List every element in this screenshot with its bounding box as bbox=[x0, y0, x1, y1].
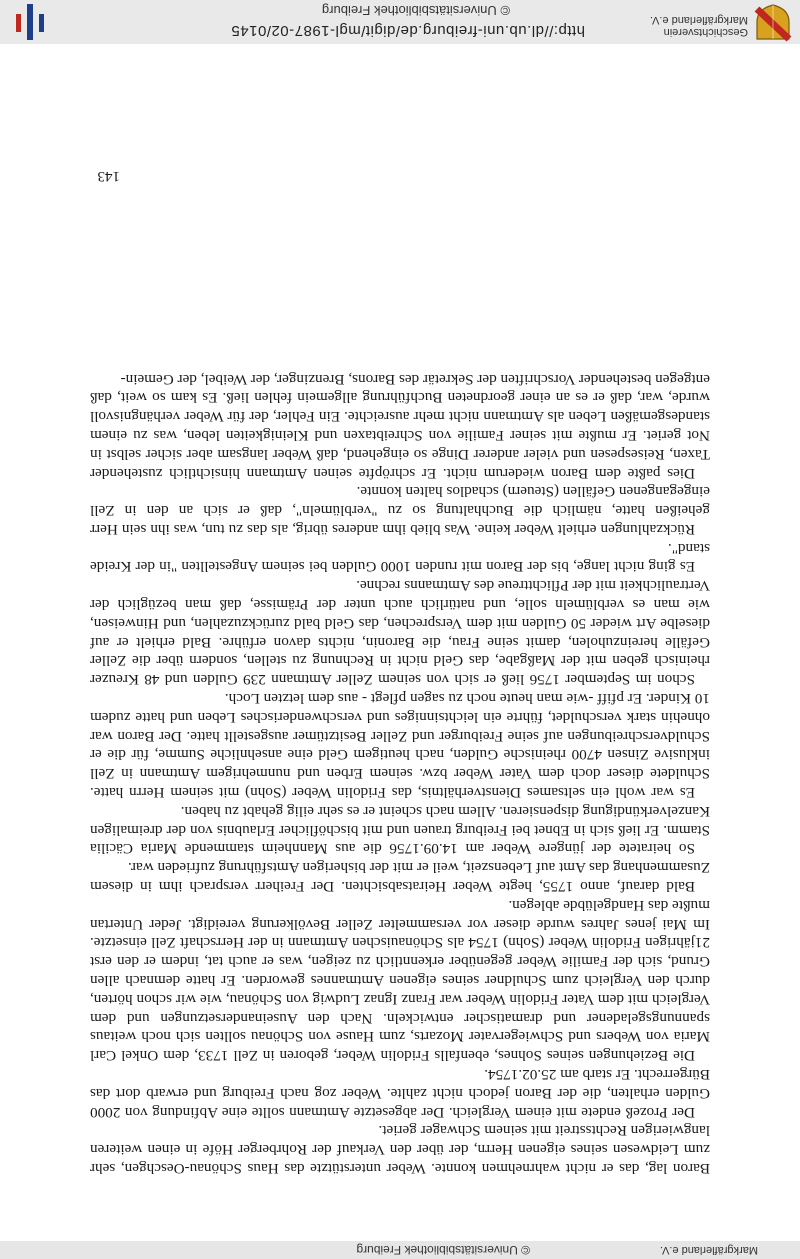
footer-band bbox=[0, 1241, 800, 1259]
library-logo-icon bbox=[12, 4, 48, 40]
paragraph: Rückzahlungen erhielt Weber keine. Was blieb ihm anderes übrig, als das zu tun, was ihn sein Herr geheißen hatte, nämlich die Buchhaltung so zu "verblümeln", daß er sich an den in Zell eingegangenen Gefällen (Steuern) schadlos halten konnte. bbox=[90, 483, 710, 538]
footer-society: Markgräflerland e.V. bbox=[659, 1244, 758, 1256]
page-number: 143 bbox=[97, 168, 120, 184]
paragraph: Dies paßte dem Baron wiederum nicht. Er schröpfte seinen Amtmann hinsichtlich zustehender Taxen, Reisespesen und vieler anderer Dinge so eingehend, daß Weber langsam aber sicher selbst in Not geriet. Er mußte mit seiner Familie von Schreibtaxen und Kleinigkeiten leben, was zu einem standesgemäßen Leben als Amtmann nicht mehr ausreichte. Ein Fehler, der für Weber verhängnisvoll wurde, war, daß er es an einer geordneten Buchführung allgemein fehlen ließ. Es kam so weit, daß entgegen bestehender Vorschriften der Sekretär des Barons, Brenzinger, der Weibel, der Gemein- bbox=[90, 370, 710, 482]
paragraph: So heiratete der jüngere Weber am 14.09.1756 die aus Mannheim stammende Maria Cäcilia Stamm. Er ließ sich in Ebnet bei Freiburg trauen und mit bischöflicher Erlaubnis von der dreimaligen Kanzelverkündigung dispensieren. Allem nach scheint er es sehr eilig gehabt zu haben. bbox=[90, 802, 710, 858]
society-line-1: Geschichtsverein bbox=[663, 26, 748, 38]
footer-copyright: © Universitätsbibliothek Freiburg bbox=[356, 1243, 530, 1257]
paragraph: Schon im September 1756 ließ er sich von seinem Zeller Amtmann 239 Gulden und 48 Kreuzer rheinisch geben mit der Maßgabe, das Geld nicht in Rechnung zu stellen, sondern über die Zeller Gefälle hereinzuholen, damit seine Frau, die Baronin, nichts davon erführe. Bald erhielt er auf dieselbe Art wieder 50 Gulden mit dem Versprechen, das Geld bald zurückzuzahlen, und Hinweisen, wie man es verblümeln solle, und natürlich auch unter der Prämisse, daß man bezüglich der Vertraulichkeit mit der Pflichttreue des Amtmanns rechne. bbox=[90, 577, 710, 689]
header-band bbox=[0, 0, 800, 44]
paragraph: Es war wohl ein seltsames Dienstverhältnis, das Fridolin Weber (Sohn) mit seinem Herrn hatte. Schuldete dieser doch dem Vater Weber bzw. seinem Erben und nunmehrigem Amtmann in Zell inklusive Zinsen 4700 rheinische Gulden, nach heutigem Geld eine ansehnliche Summe, für die er Schuldverschreibungen auf seine Freiburger und Zeller Besitztümer ausgestellt hatte. Der Baron war ohnehin stark verschuldet, führte ein leichtsinniges und verschwenderisches Leben und hatte zudem 10 Kinder. Er pfiff -wie man heute noch zu sagen pflegt - aus dem letzten Loch. bbox=[90, 690, 710, 802]
paragraph: Bald darauf, anno 1755, hegte Weber Heiratsabsichten. Der Freiherr versprach ihm in diesem Zusammenhang das Amt auf Lebenszeit, weil er mit der bisherigen Amtsführung zufrieden war. bbox=[90, 859, 710, 896]
paragraph: Baron lag, das er nicht wahrnehmen konnte. Weber unterstützte das Haus Schönau-Oeschgen, sehr zum Leidwesen seines eigenen Herrn, der über den Verkauf der Rohrberger Höfe in einen weiteren langwierigen Rechtsstreit mit seinem Schwager geriet. bbox=[90, 1122, 710, 1177]
source-url[interactable]: http://dl.ub.uni-freiburg.de/digit/mgl-1987-02/0145 bbox=[230, 22, 585, 39]
page-body bbox=[90, 369, 710, 1177]
society-line-2: Markgräflerland e.V. bbox=[649, 14, 748, 26]
paragraph: Es ging nicht lange, bis der Baron mit runden 1000 Gulden bei seinem Angestellten "in der Kreide stand". bbox=[90, 539, 710, 576]
copyright-notice: © Universitätsbibliothek Freiburg bbox=[321, 3, 510, 18]
coat-of-arms-icon bbox=[754, 4, 792, 42]
society-name bbox=[650, 14, 748, 38]
paragraph: Die Beziehungen seines Sohnes, ebenfalls Fridolin Weber, geboren in Zell 1733, dem Onkel Carl Maria von Webers und Schwiegervater Mozarts, zum Hause von Schönau sollten sich noch weitaus spannungsgeladener und dramatischer entwickeln. Nach den Auseinandersetzungen und dem Vergleich mit dem Vater Fridolin Weber war Franz Ignaz Ludwig von Schönau, wie wir schon hörten, durch den Vergleich zum Schuldner seines eigenen Amtmannes geworden. Er hatte demnach allen Grund, sich der Familie Weber gegenüber erkenntlich zu zeigen, was er auch tat, indem er den erst 21jährigen Fridolin Weber (Sohn) 1754 als Schönauischen Amtmann in der Herrschaft Zell einsetzte. Im Mai jenes Jahres wurde dieser vor versammelter Zeller Bevölkerung vereidigt. Jeder Untertan mußte das Handgelübde ablegen. bbox=[90, 896, 710, 1065]
paragraph: Der Prozeß endete mit einem Vergleich. Der abgesetzte Amtmann sollte eine Abfindung von 2000 Gulden erhalten, die der Baron jedoch nicht zahlte. Weber zog nach Freiburg und erwarb dort das Bürgerrecht. Er starb am 25.02.1754. bbox=[90, 1066, 710, 1121]
